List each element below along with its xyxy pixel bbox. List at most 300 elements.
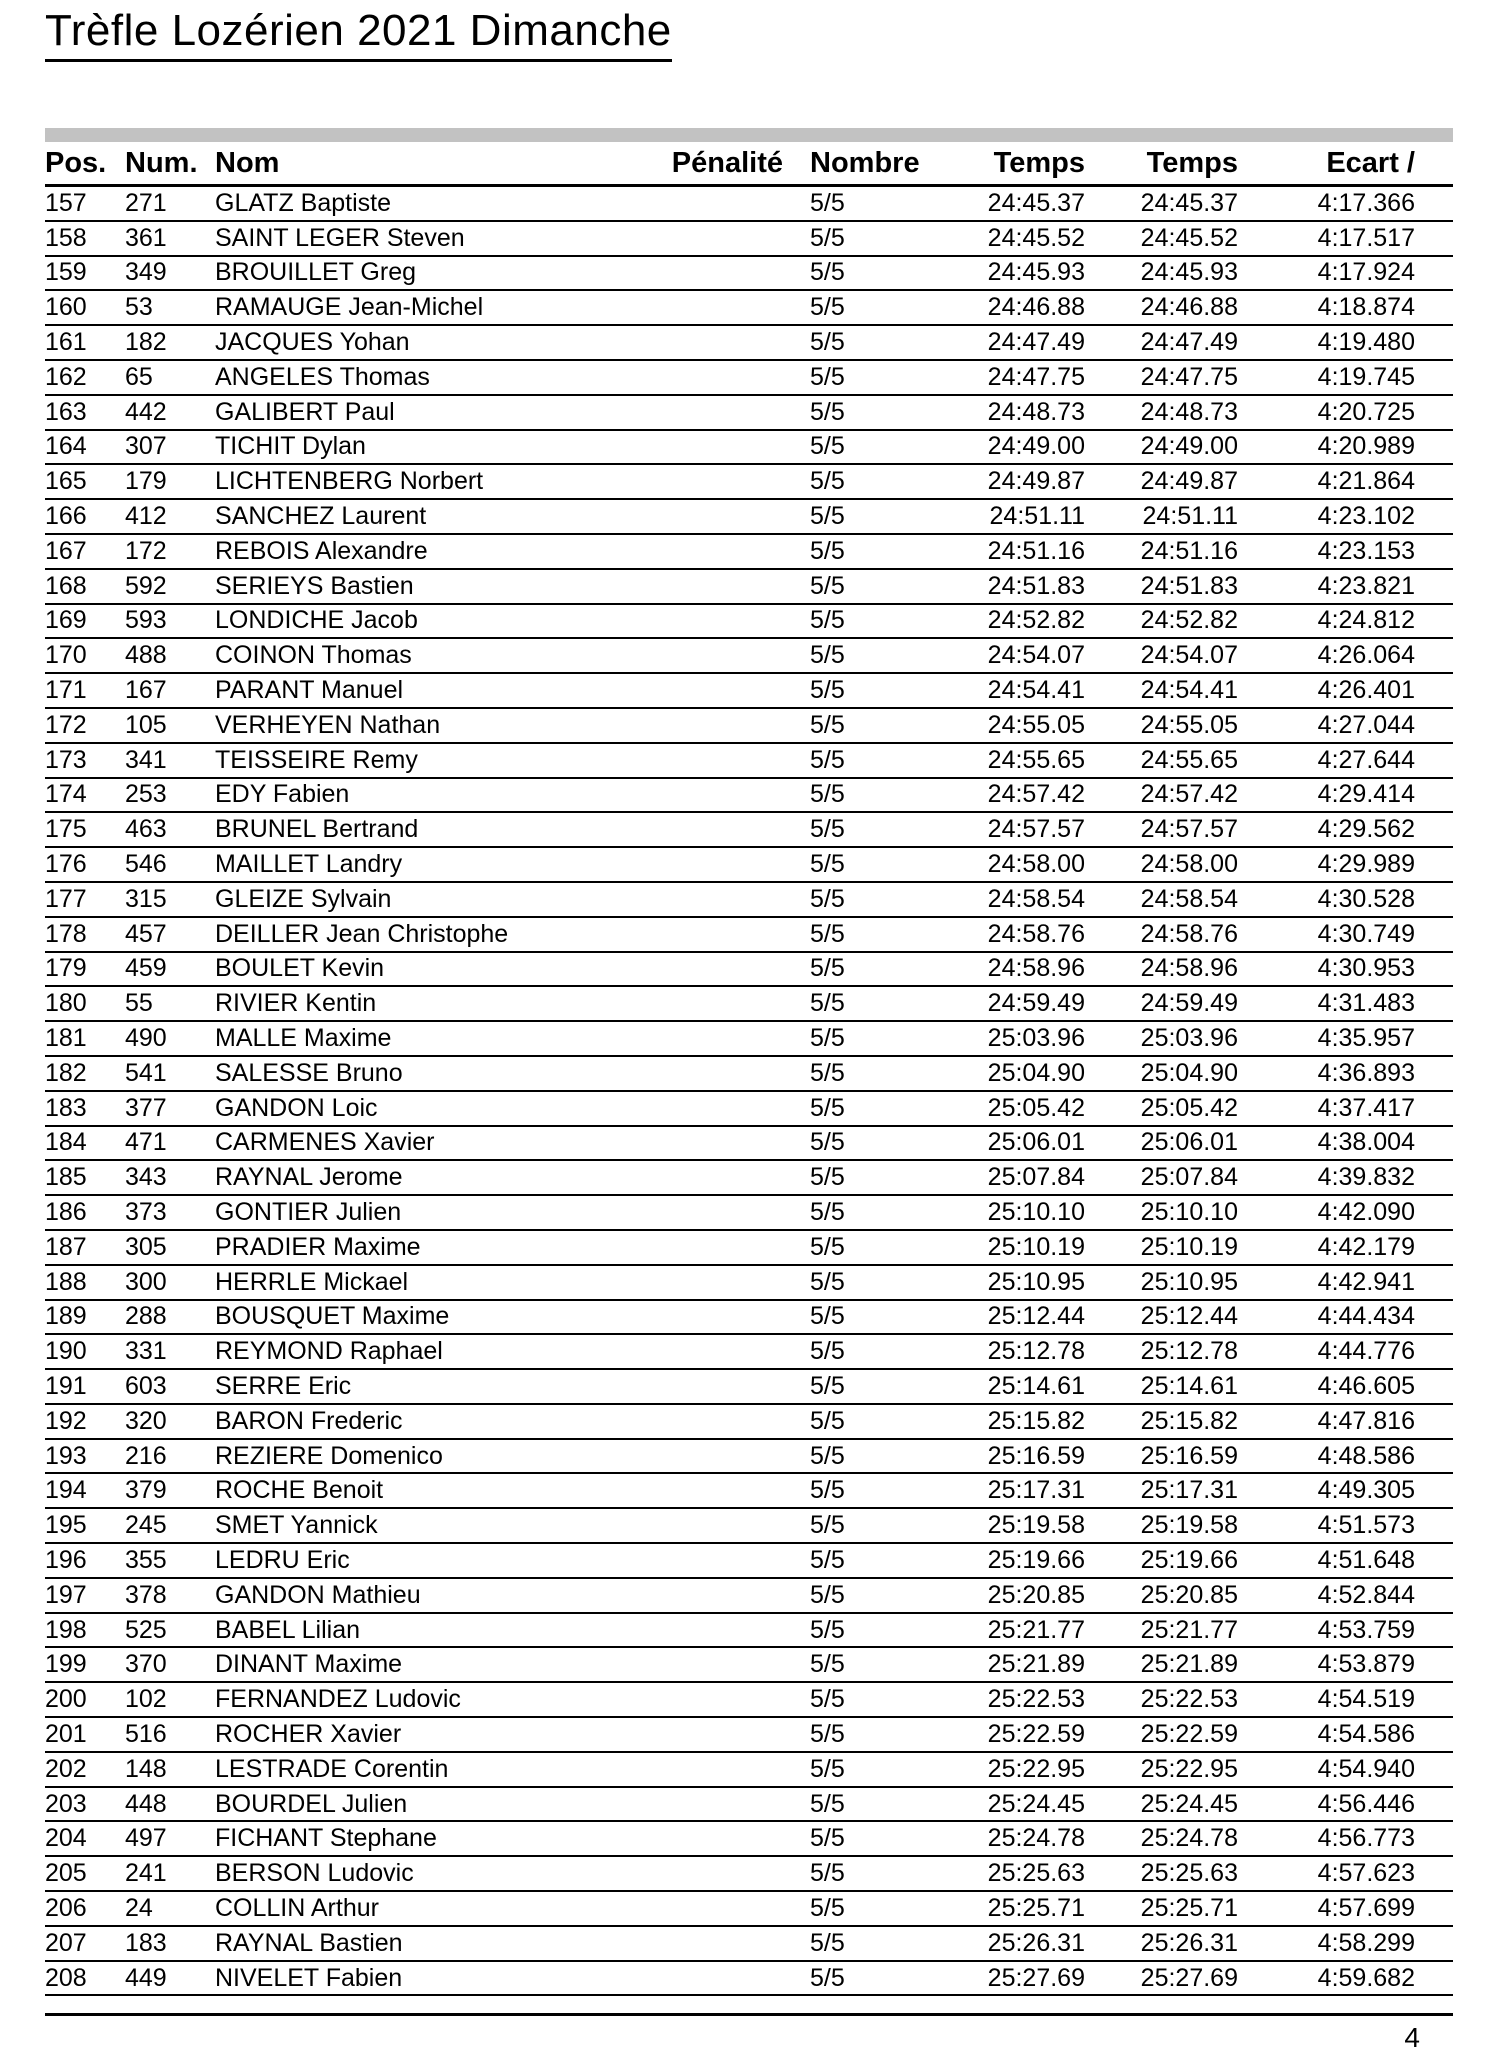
cell-count: 5/5 [808, 1195, 940, 1230]
cell-time2: 25:22.53 [1085, 1682, 1238, 1717]
cell-name: NIVELET Fabien [215, 1961, 665, 1996]
cell-penalty [665, 1752, 808, 1787]
cell-count: 5/5 [808, 882, 940, 917]
cell-penalty [665, 812, 808, 847]
cell-number: 459 [125, 952, 215, 987]
cell-time1: 24:45.52 [940, 221, 1085, 256]
cell-count: 5/5 [808, 1543, 940, 1578]
cell-time2: 25:03.96 [1085, 1021, 1238, 1056]
cell-penalty [665, 1961, 808, 1996]
cell-number: 448 [125, 1787, 215, 1822]
cell-number: 307 [125, 430, 215, 465]
table-row [45, 1891, 1453, 1926]
cell-number: 315 [125, 882, 215, 917]
cell-time2: 25:17.31 [1085, 1473, 1238, 1508]
cell-count: 5/5 [808, 395, 940, 430]
cell-position: 201 [45, 1717, 125, 1752]
cell-count: 5/5 [808, 360, 940, 395]
cell-penalty [665, 499, 808, 534]
cell-gap: 4:46.605 [1238, 1369, 1453, 1404]
table-row [45, 1195, 1453, 1230]
cell-count: 5/5 [808, 1961, 940, 1996]
cell-name: GONTIER Julien [215, 1195, 665, 1230]
cell-number: 148 [125, 1752, 215, 1787]
cell-position: 178 [45, 917, 125, 952]
cell-position: 198 [45, 1613, 125, 1648]
cell-time1: 25:14.61 [940, 1369, 1085, 1404]
table-row [45, 534, 1453, 569]
cell-time2: 25:12.44 [1085, 1300, 1238, 1335]
cell-name: BOUSQUET Maxime [215, 1300, 665, 1335]
table-row [45, 986, 1453, 1021]
cell-time1: 25:19.58 [940, 1508, 1085, 1543]
cell-number: 24 [125, 1891, 215, 1926]
cell-time1: 25:25.71 [940, 1891, 1085, 1926]
cell-name: GALIBERT Paul [215, 395, 665, 430]
cell-name: RAYNAL Bastien [215, 1926, 665, 1961]
cell-penalty [665, 221, 808, 256]
cell-name: PARANT Manuel [215, 673, 665, 708]
cell-number: 253 [125, 778, 215, 813]
cell-name: BABEL Lilian [215, 1613, 665, 1648]
cell-penalty [665, 569, 808, 604]
table-row [45, 743, 1453, 778]
cell-name: EDY Fabien [215, 778, 665, 813]
cell-penalty [665, 1508, 808, 1543]
table-row [45, 499, 1453, 534]
cell-time2: 25:22.95 [1085, 1752, 1238, 1787]
table-row [45, 1473, 1453, 1508]
cell-time1: 24:48.73 [940, 395, 1085, 430]
cell-time2: 24:45.52 [1085, 221, 1238, 256]
cell-time2: 25:14.61 [1085, 1369, 1238, 1404]
cell-number: 412 [125, 499, 215, 534]
cell-gap: 4:17.924 [1238, 256, 1453, 291]
cell-gap: 4:52.844 [1238, 1578, 1453, 1613]
cell-gap: 4:39.832 [1238, 1160, 1453, 1195]
cell-time2: 25:22.59 [1085, 1717, 1238, 1752]
cell-time1: 25:15.82 [940, 1404, 1085, 1439]
cell-penalty [665, 917, 808, 952]
table-row [45, 604, 1453, 639]
cell-name: FICHANT Stephane [215, 1821, 665, 1856]
cell-time1: 24:55.05 [940, 708, 1085, 743]
cell-penalty [665, 290, 808, 325]
cell-position: 158 [45, 221, 125, 256]
cell-name: ANGELES Thomas [215, 360, 665, 395]
cell-time1: 24:54.41 [940, 673, 1085, 708]
table-row [45, 1334, 1453, 1369]
cell-position: 166 [45, 499, 125, 534]
cell-number: 457 [125, 917, 215, 952]
cell-time1: 25:26.31 [940, 1926, 1085, 1961]
cell-count: 5/5 [808, 430, 940, 465]
cell-time2: 25:27.69 [1085, 1961, 1238, 1996]
cell-gap: 4:54.519 [1238, 1682, 1453, 1717]
cell-position: 195 [45, 1508, 125, 1543]
cell-gap: 4:23.102 [1238, 499, 1453, 534]
cell-gap: 4:31.483 [1238, 986, 1453, 1021]
cell-penalty [665, 534, 808, 569]
cell-name: BARON Frederic [215, 1404, 665, 1439]
cell-count: 5/5 [808, 1126, 940, 1161]
cell-position: 179 [45, 952, 125, 987]
cell-time1: 24:49.87 [940, 464, 1085, 499]
cell-position: 194 [45, 1473, 125, 1508]
cell-time1: 24:51.11 [940, 499, 1085, 534]
cell-count: 5/5 [808, 1926, 940, 1961]
cell-name: HERRLE Mickael [215, 1265, 665, 1300]
cell-count: 5/5 [808, 1091, 940, 1126]
cell-gap: 4:54.940 [1238, 1752, 1453, 1787]
column-header-number: Num. [125, 142, 215, 186]
cell-time2: 25:04.90 [1085, 1056, 1238, 1091]
cell-gap: 4:42.090 [1238, 1195, 1453, 1230]
cell-position: 189 [45, 1300, 125, 1335]
cell-gap: 4:51.573 [1238, 1508, 1453, 1543]
cell-time2: 24:45.37 [1085, 186, 1238, 221]
cell-penalty [665, 430, 808, 465]
cell-penalty [665, 1682, 808, 1717]
cell-name: BERSON Ludovic [215, 1856, 665, 1891]
cell-position: 202 [45, 1752, 125, 1787]
cell-number: 305 [125, 1230, 215, 1265]
cell-time2: 24:46.88 [1085, 290, 1238, 325]
cell-time2: 25:25.63 [1085, 1856, 1238, 1891]
cell-position: 169 [45, 604, 125, 639]
cell-position: 162 [45, 360, 125, 395]
cell-penalty [665, 1473, 808, 1508]
cell-name: GANDON Mathieu [215, 1578, 665, 1613]
cell-time2: 24:58.00 [1085, 847, 1238, 882]
cell-name: SERIEYS Bastien [215, 569, 665, 604]
cell-name: SMET Yannick [215, 1508, 665, 1543]
cell-time2: 25:10.95 [1085, 1265, 1238, 1300]
cell-gap: 4:51.648 [1238, 1543, 1453, 1578]
cell-number: 102 [125, 1682, 215, 1717]
cell-time2: 24:49.00 [1085, 430, 1238, 465]
bottom-divider-line [45, 2013, 1453, 2016]
cell-penalty [665, 1926, 808, 1961]
cell-count: 5/5 [808, 638, 940, 673]
cell-penalty [665, 395, 808, 430]
cell-penalty [665, 464, 808, 499]
cell-penalty [665, 604, 808, 639]
cell-count: 5/5 [808, 673, 940, 708]
cell-position: 164 [45, 430, 125, 465]
cell-count: 5/5 [808, 256, 940, 291]
cell-time1: 24:51.83 [940, 569, 1085, 604]
column-header-name: Nom [215, 142, 665, 186]
cell-number: 183 [125, 1926, 215, 1961]
cell-name: LONDICHE Jacob [215, 604, 665, 639]
cell-time1: 24:46.88 [940, 290, 1085, 325]
cell-number: 603 [125, 1369, 215, 1404]
cell-position: 168 [45, 569, 125, 604]
table-row [45, 325, 1453, 360]
cell-penalty [665, 325, 808, 360]
cell-time2: 25:16.59 [1085, 1439, 1238, 1474]
table-row [45, 778, 1453, 813]
cell-count: 5/5 [808, 1752, 940, 1787]
cell-gap: 4:56.773 [1238, 1821, 1453, 1856]
cell-penalty [665, 360, 808, 395]
cell-number: 592 [125, 569, 215, 604]
column-header-time1: Temps [940, 142, 1085, 186]
cell-count: 5/5 [808, 986, 940, 1021]
cell-number: 373 [125, 1195, 215, 1230]
cell-number: 361 [125, 221, 215, 256]
table-row [45, 1056, 1453, 1091]
cell-gap: 4:37.417 [1238, 1091, 1453, 1126]
cell-number: 378 [125, 1578, 215, 1613]
cell-penalty [665, 952, 808, 987]
cell-time2: 24:58.76 [1085, 917, 1238, 952]
cell-number: 370 [125, 1647, 215, 1682]
cell-number: 442 [125, 395, 215, 430]
cell-number: 288 [125, 1300, 215, 1335]
header-row [45, 142, 1453, 186]
cell-position: 175 [45, 812, 125, 847]
cell-time1: 25:25.63 [940, 1856, 1085, 1891]
table-row [45, 1682, 1453, 1717]
cell-name: LEDRU Eric [215, 1543, 665, 1578]
cell-time1: 25:12.44 [940, 1300, 1085, 1335]
cell-time2: 25:21.77 [1085, 1613, 1238, 1648]
cell-time2: 25:05.42 [1085, 1091, 1238, 1126]
table-row [45, 1856, 1453, 1891]
cell-gap: 4:18.874 [1238, 290, 1453, 325]
cell-name: RIVIER Kentin [215, 986, 665, 1021]
cell-penalty [665, 1126, 808, 1161]
cell-count: 5/5 [808, 708, 940, 743]
cell-name: DEILLER Jean Christophe [215, 917, 665, 952]
cell-time2: 24:47.49 [1085, 325, 1238, 360]
cell-count: 5/5 [808, 1160, 940, 1195]
cell-gap: 4:29.414 [1238, 778, 1453, 813]
table-row [45, 1160, 1453, 1195]
cell-time1: 25:10.95 [940, 1265, 1085, 1300]
cell-time1: 25:07.84 [940, 1160, 1085, 1195]
cell-time1: 25:06.01 [940, 1126, 1085, 1161]
cell-name: JACQUES Yohan [215, 325, 665, 360]
cell-time1: 25:22.53 [940, 1682, 1085, 1717]
cell-gap: 4:44.776 [1238, 1334, 1453, 1369]
cell-count: 5/5 [808, 290, 940, 325]
cell-time1: 25:21.77 [940, 1613, 1085, 1648]
cell-position: 187 [45, 1230, 125, 1265]
cell-number: 53 [125, 290, 215, 325]
cell-penalty [665, 673, 808, 708]
cell-time2: 25:19.66 [1085, 1543, 1238, 1578]
cell-time1: 25:04.90 [940, 1056, 1085, 1091]
cell-gap: 4:27.044 [1238, 708, 1453, 743]
cell-time1: 25:10.10 [940, 1195, 1085, 1230]
table-row [45, 1091, 1453, 1126]
cell-name: COLLIN Arthur [215, 1891, 665, 1926]
cell-count: 5/5 [808, 464, 940, 499]
cell-penalty [665, 1160, 808, 1195]
cell-time2: 25:25.71 [1085, 1891, 1238, 1926]
cell-name: VERHEYEN Nathan [215, 708, 665, 743]
table-row [45, 256, 1453, 291]
cell-penalty [665, 1300, 808, 1335]
cell-time2: 25:20.85 [1085, 1578, 1238, 1613]
results-table [45, 142, 1453, 1996]
cell-penalty [665, 1543, 808, 1578]
cell-penalty [665, 743, 808, 778]
cell-gap: 4:56.446 [1238, 1787, 1453, 1822]
cell-name: BOULET Kevin [215, 952, 665, 987]
column-header-count: Nombre [808, 142, 940, 186]
cell-name: BOURDEL Julien [215, 1787, 665, 1822]
cell-number: 179 [125, 464, 215, 499]
cell-number: 379 [125, 1473, 215, 1508]
cell-name: MALLE Maxime [215, 1021, 665, 1056]
cell-gap: 4:53.759 [1238, 1613, 1453, 1648]
cell-gap: 4:30.528 [1238, 882, 1453, 917]
cell-name: SAINT LEGER Steven [215, 221, 665, 256]
table-row [45, 882, 1453, 917]
cell-penalty [665, 638, 808, 673]
cell-time1: 25:19.66 [940, 1543, 1085, 1578]
cell-position: 182 [45, 1056, 125, 1091]
cell-penalty [665, 1265, 808, 1300]
cell-time2: 24:58.96 [1085, 952, 1238, 987]
cell-gap: 4:19.745 [1238, 360, 1453, 395]
cell-number: 216 [125, 1439, 215, 1474]
cell-position: 186 [45, 1195, 125, 1230]
cell-time2: 25:24.45 [1085, 1787, 1238, 1822]
cell-position: 200 [45, 1682, 125, 1717]
cell-penalty [665, 1195, 808, 1230]
cell-time1: 24:55.65 [940, 743, 1085, 778]
cell-position: 181 [45, 1021, 125, 1056]
cell-penalty [665, 1613, 808, 1648]
cell-position: 206 [45, 1891, 125, 1926]
table-row [45, 186, 1453, 221]
cell-time2: 24:47.75 [1085, 360, 1238, 395]
cell-gap: 4:58.299 [1238, 1926, 1453, 1961]
cell-count: 5/5 [808, 534, 940, 569]
cell-gap: 4:29.562 [1238, 812, 1453, 847]
cell-time2: 25:10.19 [1085, 1230, 1238, 1265]
cell-time2: 24:51.11 [1085, 499, 1238, 534]
cell-time1: 24:58.76 [940, 917, 1085, 952]
cell-position: 165 [45, 464, 125, 499]
cell-penalty [665, 1578, 808, 1613]
cell-time1: 24:49.00 [940, 430, 1085, 465]
cell-number: 490 [125, 1021, 215, 1056]
cell-penalty [665, 1787, 808, 1822]
cell-count: 5/5 [808, 1682, 940, 1717]
cell-gap: 4:23.153 [1238, 534, 1453, 569]
cell-penalty [665, 256, 808, 291]
cell-time1: 24:57.42 [940, 778, 1085, 813]
cell-position: 176 [45, 847, 125, 882]
cell-number: 172 [125, 534, 215, 569]
cell-gap: 4:57.623 [1238, 1856, 1453, 1891]
cell-time2: 24:45.93 [1085, 256, 1238, 291]
cell-penalty [665, 1856, 808, 1891]
results-table-section [45, 128, 1453, 1996]
cell-penalty [665, 186, 808, 221]
cell-gap: 4:27.644 [1238, 743, 1453, 778]
cell-time2: 25:24.78 [1085, 1821, 1238, 1856]
cell-number: 55 [125, 986, 215, 1021]
cell-gap: 4:54.586 [1238, 1717, 1453, 1752]
cell-penalty [665, 1717, 808, 1752]
table-row [45, 812, 1453, 847]
cell-position: 197 [45, 1578, 125, 1613]
cell-name: SERRE Eric [215, 1369, 665, 1404]
cell-count: 5/5 [808, 221, 940, 256]
cell-time1: 25:24.45 [940, 1787, 1085, 1822]
cell-count: 5/5 [808, 952, 940, 987]
cell-gap: 4:20.725 [1238, 395, 1453, 430]
cell-penalty [665, 1647, 808, 1682]
cell-name: REZIERE Domenico [215, 1439, 665, 1474]
cell-count: 5/5 [808, 186, 940, 221]
cell-name: CARMENES Xavier [215, 1126, 665, 1161]
cell-gap: 4:48.586 [1238, 1439, 1453, 1474]
cell-number: 488 [125, 638, 215, 673]
cell-name: GLEIZE Sylvain [215, 882, 665, 917]
cell-time1: 24:51.16 [940, 534, 1085, 569]
cell-gap: 4:26.401 [1238, 673, 1453, 708]
cell-number: 449 [125, 1961, 215, 1996]
cell-count: 5/5 [808, 1021, 940, 1056]
cell-count: 5/5 [808, 1717, 940, 1752]
cell-penalty [665, 1230, 808, 1265]
cell-position: 174 [45, 778, 125, 813]
cell-name: PRADIER Maxime [215, 1230, 665, 1265]
cell-time2: 25:15.82 [1085, 1404, 1238, 1439]
cell-number: 349 [125, 256, 215, 291]
table-row [45, 1613, 1453, 1648]
cell-position: 184 [45, 1126, 125, 1161]
table-row [45, 221, 1453, 256]
cell-count: 5/5 [808, 1821, 940, 1856]
cell-gap: 4:59.682 [1238, 1961, 1453, 1996]
table-row [45, 430, 1453, 465]
cell-position: 199 [45, 1647, 125, 1682]
cell-count: 5/5 [808, 1300, 940, 1335]
cell-gap: 4:49.305 [1238, 1473, 1453, 1508]
cell-count: 5/5 [808, 325, 940, 360]
cell-name: BROUILLET Greg [215, 256, 665, 291]
cell-gap: 4:19.480 [1238, 325, 1453, 360]
table-row [45, 952, 1453, 987]
cell-number: 245 [125, 1508, 215, 1543]
cell-time2: 24:51.16 [1085, 534, 1238, 569]
cell-position: 196 [45, 1543, 125, 1578]
table-row [45, 1752, 1453, 1787]
cell-time1: 24:47.49 [940, 325, 1085, 360]
table-row [45, 1508, 1453, 1543]
cell-count: 5/5 [808, 1334, 940, 1369]
cell-count: 5/5 [808, 1056, 940, 1091]
cell-number: 105 [125, 708, 215, 743]
cell-gap: 4:30.749 [1238, 917, 1453, 952]
cell-penalty [665, 1821, 808, 1856]
top-divider-bar [45, 128, 1453, 142]
cell-time2: 24:54.07 [1085, 638, 1238, 673]
cell-name: LICHTENBERG Norbert [215, 464, 665, 499]
cell-name: FERNANDEZ Ludovic [215, 1682, 665, 1717]
cell-time2: 24:51.83 [1085, 569, 1238, 604]
cell-time1: 25:10.19 [940, 1230, 1085, 1265]
